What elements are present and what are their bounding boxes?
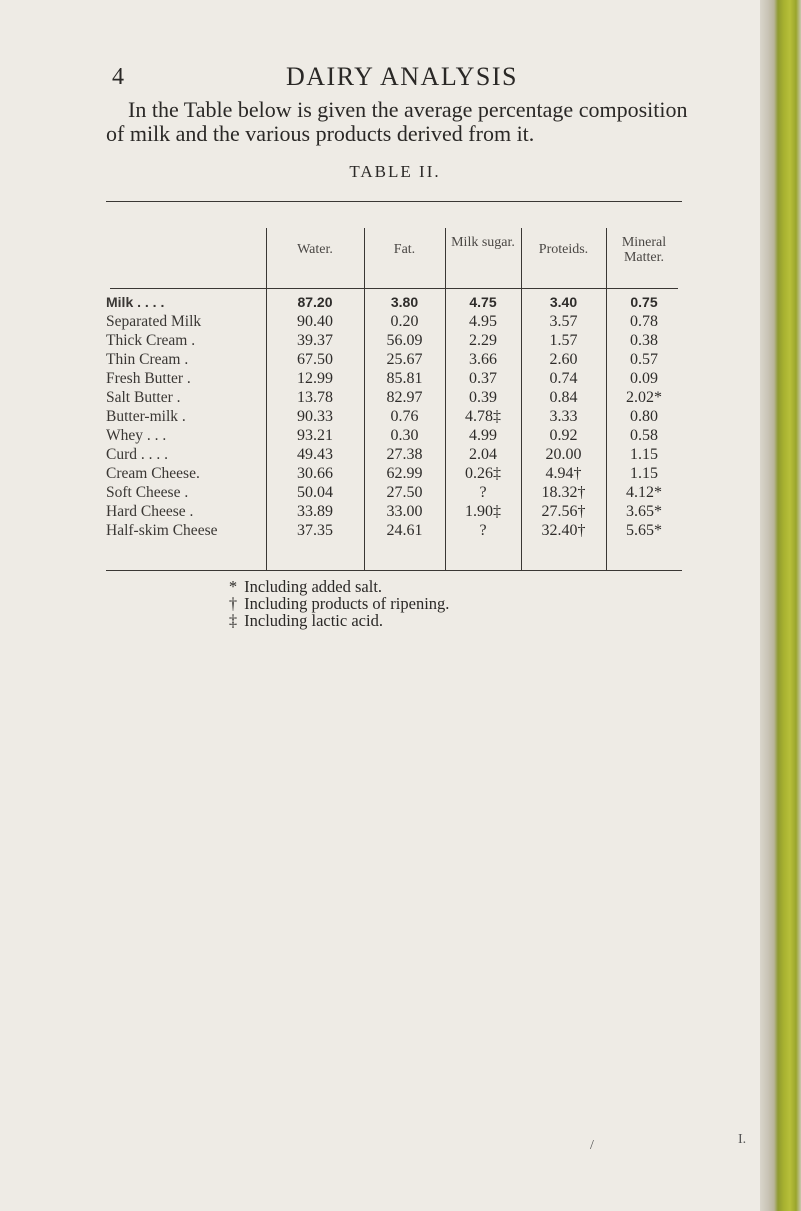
row-label: Soft Cheese .: [106, 484, 189, 501]
page-number: 4: [112, 64, 124, 90]
table-cell: 30.66: [297, 465, 333, 482]
table-cell: 62.99: [386, 465, 423, 482]
table-cell: 2.60: [549, 351, 578, 368]
composition-table: [106, 201, 682, 571]
row-labels: [106, 293, 266, 540]
row-label: Butter-milk .: [106, 408, 186, 425]
table-cell: 90.33: [297, 408, 333, 425]
table-cell: 2.29: [469, 332, 497, 349]
table-cell: 33.89: [297, 503, 333, 520]
intro-paragraph: [106, 98, 706, 146]
row-label: Milk . . . .: [106, 294, 165, 310]
footnote-text: Including lactic acid.: [244, 611, 383, 630]
table-cell: 32.40†: [541, 522, 586, 539]
column-header-fat: Fat.: [393, 242, 416, 257]
footnotes: [226, 578, 449, 629]
table-cell: 0.76: [390, 408, 419, 425]
table-cell: 4.94†: [545, 465, 582, 482]
table-cell: 1.15: [630, 465, 658, 482]
row-label: Cream Cheese.: [106, 465, 200, 482]
table-cell: 0.57: [630, 351, 658, 368]
row-label: Fresh Butter .: [106, 370, 191, 387]
table-cell: 0.26‡: [465, 465, 501, 482]
book-binding-edge: [760, 0, 801, 1211]
footnote: [226, 612, 449, 629]
table-cell: 0.74: [549, 370, 578, 387]
table-cell: 4.75: [469, 294, 497, 310]
table-cell: 27.50: [386, 484, 423, 501]
table-cell: 3.33: [549, 408, 578, 425]
mineral-matter-column: [606, 293, 682, 540]
table-cell: 18.32†: [541, 484, 586, 501]
row-label: Separated Milk: [106, 313, 202, 330]
footnote-text: Including products of ripening.: [244, 594, 450, 613]
footnote-symbol: ‡: [228, 611, 238, 630]
footnote: [226, 595, 449, 612]
table-cell: 33.00: [386, 503, 423, 520]
table-cell: 1.57: [549, 332, 578, 349]
table-cell: 0.37: [469, 370, 497, 387]
table-cell: 2.04: [469, 446, 497, 463]
row-label: Hard Cheese .: [106, 503, 194, 520]
table-cell: 4.95: [469, 313, 497, 330]
table-cell: ?: [479, 522, 487, 539]
table-caption: TABLE II.: [349, 162, 441, 181]
milk-sugar-column: [445, 293, 521, 540]
table-cell: 3.57: [549, 313, 578, 330]
table-cell: 4.78‡: [465, 408, 501, 425]
table-cell: 82.97: [386, 389, 423, 406]
table-cell: 67.50: [297, 351, 333, 368]
table-cell: 0.75: [630, 294, 658, 310]
proteids-column: [521, 293, 606, 540]
intro-text: In the Table below is given the average percentage composition of milk and the various products derived from it.: [106, 97, 688, 146]
table-cell: 2.02*: [626, 389, 662, 406]
table-cell: 0.39: [469, 389, 497, 406]
table-cell: 90.40: [297, 313, 333, 330]
table-cell: 27.56†: [541, 503, 586, 520]
table-cell: 0.38: [630, 332, 658, 349]
row-label: Thin Cream .: [106, 351, 189, 368]
water-column: [266, 293, 364, 540]
footnote-symbol: *: [228, 577, 238, 596]
row-label: Whey . . .: [106, 427, 167, 444]
table-cell: 27.38: [386, 446, 423, 463]
table-cell: 0.92: [549, 427, 578, 444]
table-cell: 20.00: [545, 446, 582, 463]
header-rule: [110, 288, 678, 289]
table-cell: 93.21: [297, 427, 333, 444]
table-cell: 0.78: [630, 313, 658, 330]
table-cell: 56.09: [386, 332, 423, 349]
table-cell: 85.81: [386, 370, 423, 387]
column-header-water: Water.: [297, 242, 333, 257]
footnote-symbol: †: [228, 594, 238, 613]
table-cell: 3.65*: [626, 503, 662, 520]
table-cell: 0.84: [549, 389, 578, 406]
table-cell: 0.58: [630, 427, 658, 444]
running-head-title: DAIRY ANALYSIS: [286, 62, 518, 91]
table-cell: 12.99: [297, 370, 333, 387]
pencil-mark: I.: [738, 1132, 747, 1147]
table-cell: 1.90‡: [465, 503, 501, 520]
table-cell: 87.20: [297, 294, 333, 310]
table-cell: 1.15: [630, 446, 658, 463]
table-cell: 25.67: [386, 351, 423, 368]
table-cell: 0.80: [630, 408, 658, 425]
row-label: Curd . . . .: [106, 446, 168, 463]
column-header-proteids: Proteids.: [538, 242, 589, 257]
column-header-mineral-matter: Mineral Matter.: [621, 235, 667, 265]
table-cell: 5.65*: [626, 522, 662, 539]
table-cell: 24.61: [386, 522, 423, 539]
table-cell: 0.30: [390, 427, 419, 444]
table-cell: 3.80: [390, 294, 419, 310]
table-cell: 4.99: [469, 427, 497, 444]
pencil-mark: /: [590, 1138, 594, 1153]
footnote: [226, 578, 449, 595]
table-cell: 49.43: [297, 446, 333, 463]
table-cell: 4.12*: [626, 484, 662, 501]
footnote-text: Including added salt.: [244, 577, 383, 596]
table-cell: 3.40: [549, 294, 578, 310]
table-cell: 50.04: [297, 484, 333, 501]
table-cell: 37.35: [297, 522, 333, 539]
table-cell: 0.09: [630, 370, 658, 387]
table-cell: 39.37: [297, 332, 333, 349]
running-head: [0, 62, 760, 98]
fat-column: [364, 293, 445, 540]
row-label: Half-skim Cheese: [106, 522, 218, 539]
table-cell: ?: [479, 484, 487, 501]
column-header-milk-sugar: Milk sugar.: [451, 235, 515, 250]
table-cell: 3.66: [469, 351, 497, 368]
table-cell: 13.78: [297, 389, 333, 406]
table-cell: 0.20: [390, 313, 419, 330]
row-label: Salt Butter .: [106, 389, 181, 406]
row-label: Thick Cream .: [106, 332, 196, 349]
